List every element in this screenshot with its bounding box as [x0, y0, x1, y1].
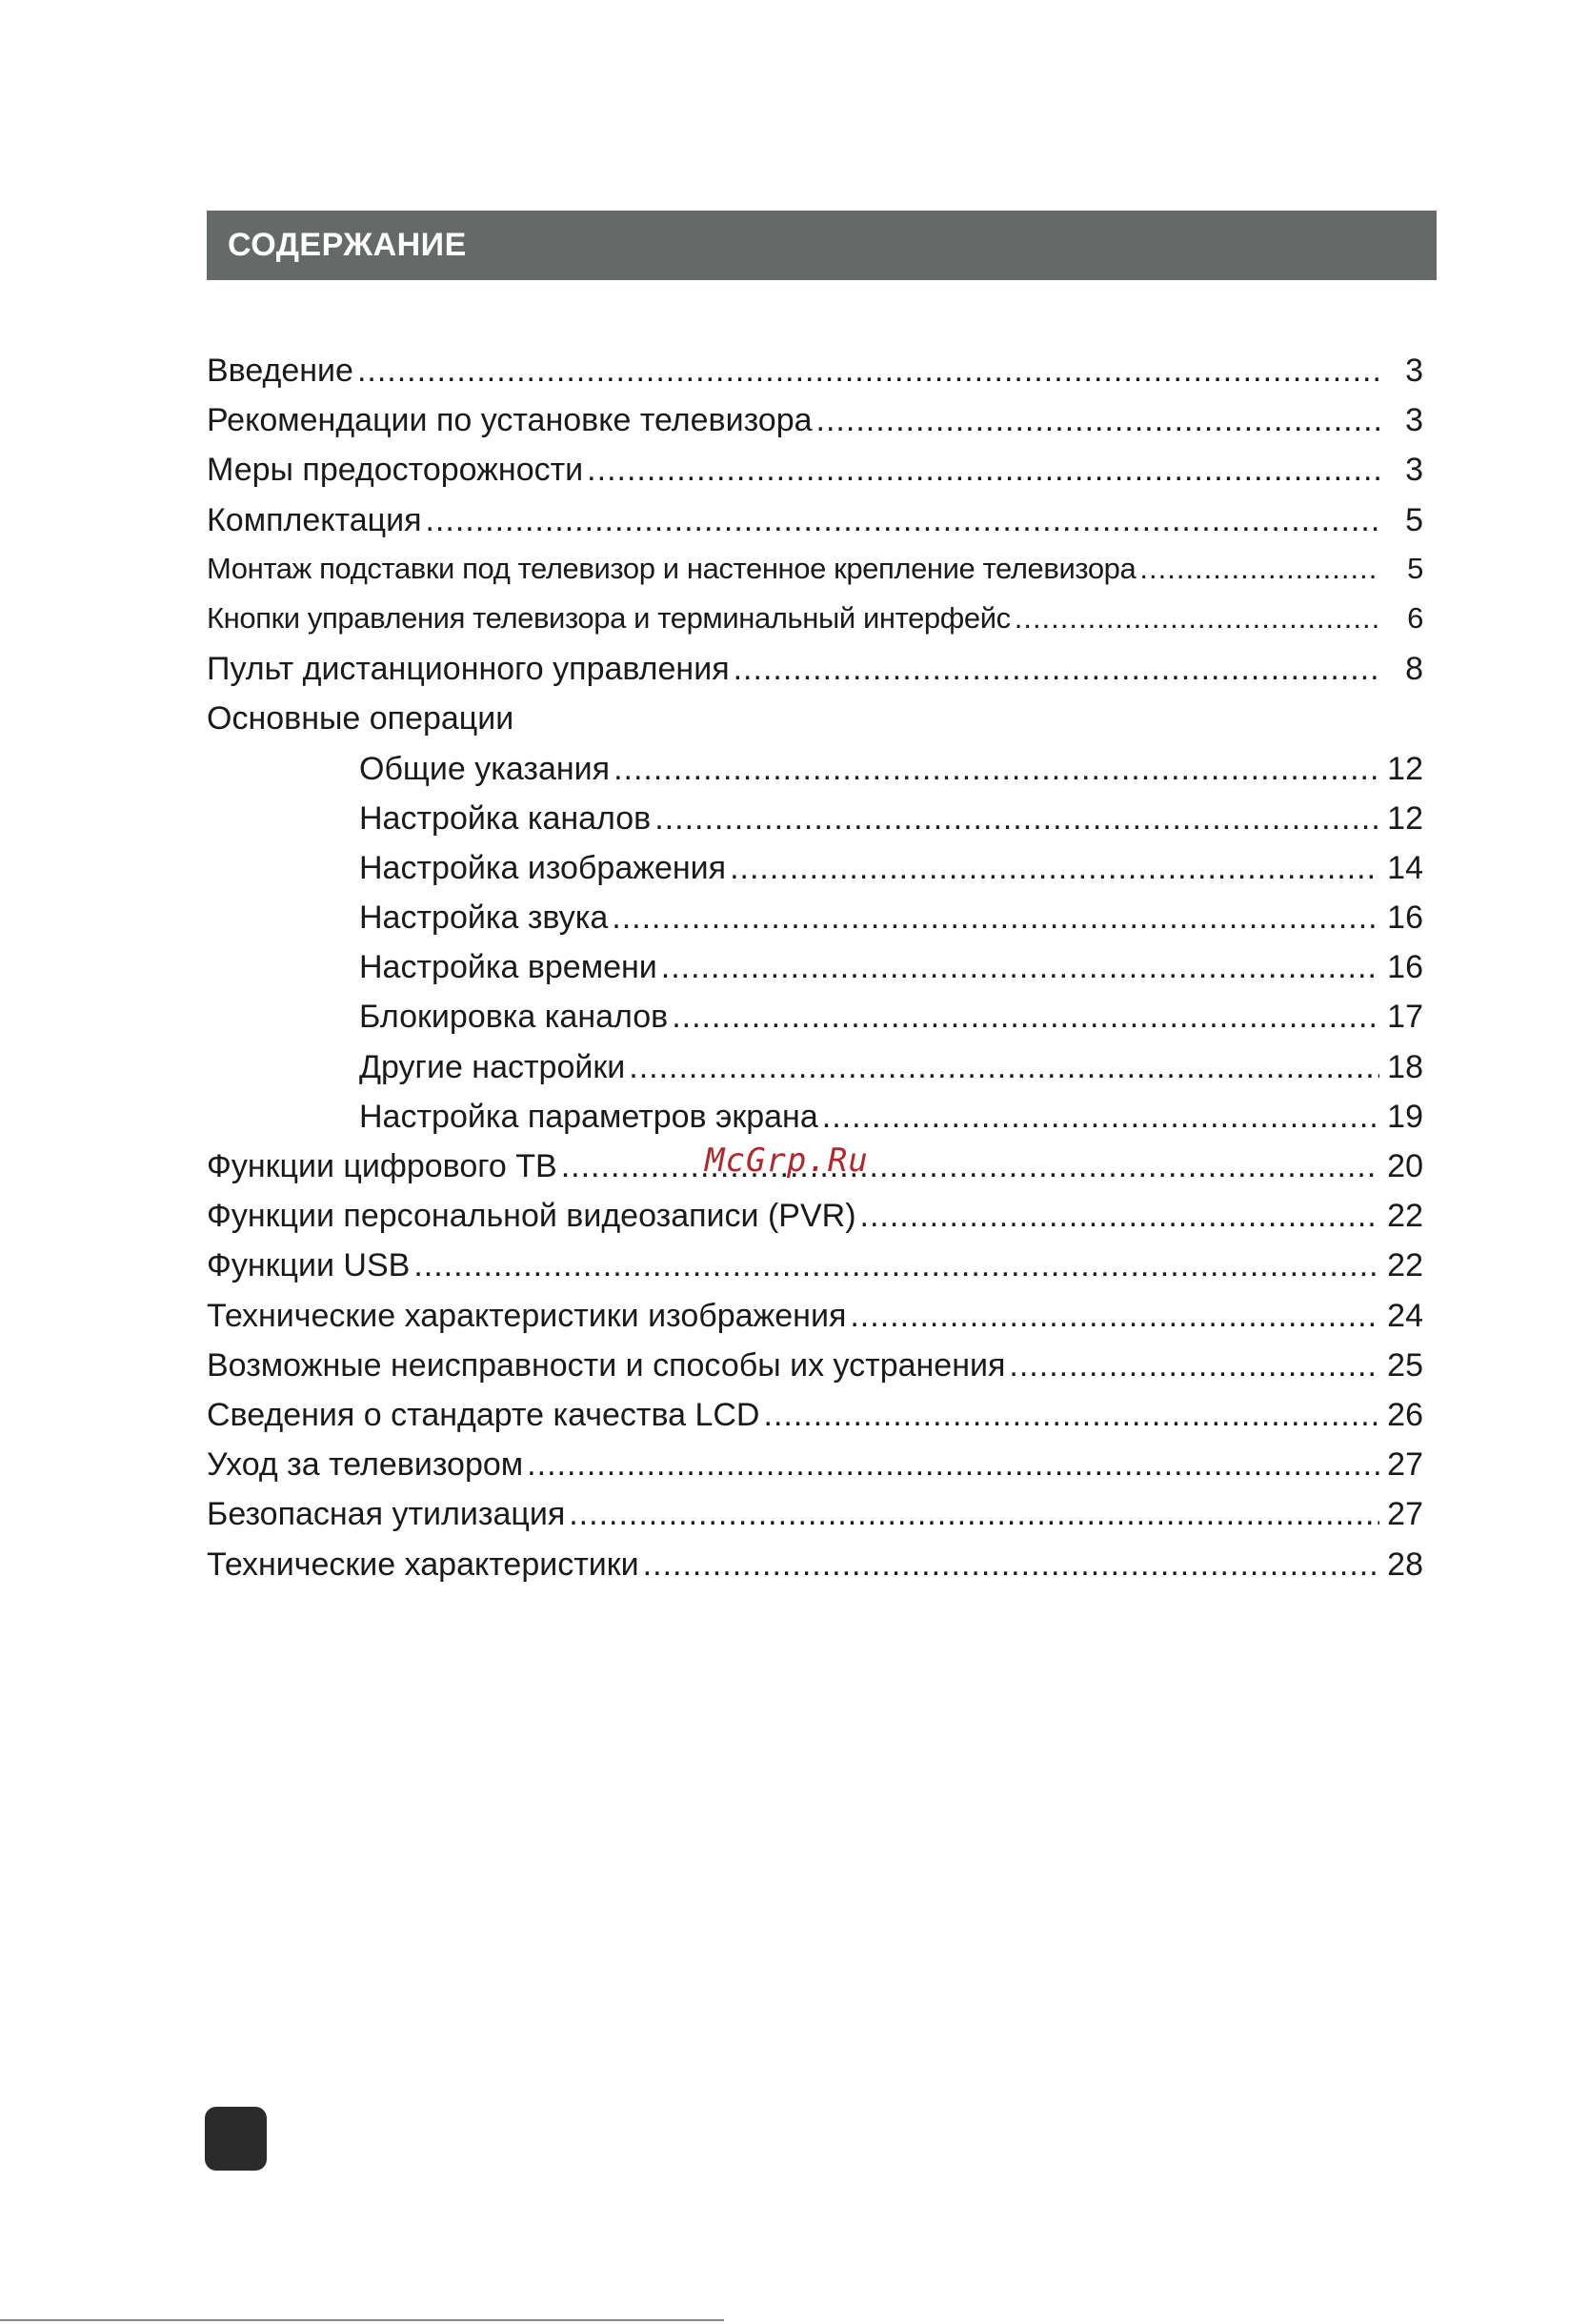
toc-entry[interactable] — [207, 899, 1423, 949]
toc-entry-title: Введение — [207, 353, 353, 389]
toc-entry-title: Функции персональной видеозаписи (PVR) — [207, 1198, 856, 1235]
toc-entry-title: Технические характеристики — [207, 1546, 639, 1583]
toc-entry-page-number: 22 — [1387, 1247, 1423, 1284]
toc-entry-page-number: 27 — [1387, 1446, 1423, 1484]
section-header-bar — [207, 211, 1437, 280]
toc-entry[interactable] — [207, 1198, 1423, 1247]
toc-entry[interactable] — [207, 1347, 1423, 1397]
toc-entry-page-number: 26 — [1387, 1396, 1423, 1433]
page-title: СОДЕРЖАНИЕ — [228, 227, 467, 263]
toc-entry[interactable] — [207, 353, 1423, 402]
toc-entry[interactable] — [207, 700, 1423, 750]
toc-dot-leader — [561, 1148, 1379, 1185]
toc-entry-page-number: 18 — [1387, 1048, 1423, 1085]
toc-entry[interactable] — [207, 999, 1423, 1048]
toc-dot-leader — [730, 850, 1379, 887]
toc-dot-leader — [1015, 601, 1379, 636]
toc-dot-leader — [661, 949, 1379, 986]
toc-entry-title: Уход за телевизором — [207, 1446, 524, 1484]
toc-dot-leader — [527, 1446, 1379, 1484]
toc-entry-page-number: 20 — [1387, 1148, 1423, 1184]
toc-entry-title: Настройка изображения — [359, 849, 727, 886]
toc-entry[interactable] — [207, 651, 1423, 700]
bottom-rule — [0, 2319, 724, 2321]
toc-entry[interactable] — [207, 949, 1423, 999]
toc-entry-title: Безопасная утилизация — [207, 1496, 566, 1533]
toc-entry[interactable] — [207, 502, 1423, 552]
toc-dot-leader — [1139, 552, 1379, 586]
toc-entry-page-number: 19 — [1387, 1098, 1423, 1135]
toc-dot-leader — [587, 452, 1379, 489]
toc-entry[interactable] — [207, 850, 1423, 899]
toc-entry[interactable] — [207, 402, 1423, 452]
toc-dot-leader — [734, 651, 1379, 688]
toc-entry-title: Возможные неисправности и способы их устранения — [207, 1346, 1006, 1384]
toc-entry-title: Настройка звука — [359, 899, 609, 937]
toc-entry-title: Основные операции — [207, 700, 514, 738]
toc-dot-leader — [413, 1247, 1379, 1284]
toc-dot-leader — [822, 1099, 1379, 1136]
toc-entry[interactable] — [207, 601, 1423, 651]
toc-dot-leader — [643, 1546, 1379, 1584]
table-of-contents — [207, 353, 1423, 1596]
toc-entry-title: Рекомендации по установке телевизора — [207, 402, 813, 439]
toc-entry-title: Монтаж подставки под телевизор и настенное крепление телевизора — [207, 551, 1136, 585]
toc-entry-page-number: 16 — [1387, 899, 1423, 937]
toc-dot-leader — [764, 1397, 1380, 1434]
toc-entry-title: Функции USB — [207, 1247, 411, 1284]
toc-entry[interactable] — [207, 552, 1423, 601]
toc-entry-title: Настройка каналов — [359, 799, 652, 837]
toc-entry-title: Настройка времени — [359, 949, 657, 986]
toc-entry-page-number: 5 — [1407, 551, 1423, 585]
toc-entry-title: Настройка параметров экрана — [359, 1098, 818, 1135]
watermark: McGrp.Ru — [705, 1142, 869, 1180]
toc-entry-page-number: 3 — [1405, 402, 1423, 439]
toc-entry-page-number: 25 — [1387, 1346, 1423, 1384]
toc-entry[interactable] — [207, 452, 1423, 501]
toc-entry-page-number: 14 — [1387, 849, 1423, 886]
toc-dot-leader — [816, 402, 1379, 439]
toc-dot-leader — [357, 353, 1379, 390]
toc-entry-page-number: 6 — [1407, 600, 1423, 635]
toc-entry-title: Общие указания — [359, 750, 611, 787]
toc-entry-title: Меры предосторожности — [207, 452, 584, 489]
toc-dot-leader — [860, 1198, 1379, 1235]
toc-entry-page-number: 5 — [1405, 501, 1423, 538]
toc-dot-leader — [629, 1049, 1379, 1086]
toc-entry-page-number: 12 — [1387, 750, 1423, 787]
toc-dot-leader — [850, 1298, 1379, 1335]
toc-entry[interactable] — [207, 1247, 1423, 1297]
toc-dot-leader — [569, 1496, 1379, 1533]
toc-dot-leader — [672, 999, 1379, 1036]
toc-entry[interactable] — [207, 1049, 1423, 1099]
page-tab-marker — [205, 2107, 267, 2171]
toc-entry[interactable] — [207, 1496, 1423, 1546]
toc-entry-page-number: 28 — [1387, 1546, 1423, 1583]
toc-entry-page-number: 12 — [1387, 799, 1423, 837]
toc-entry[interactable] — [207, 1546, 1423, 1596]
toc-entry[interactable] — [207, 1298, 1423, 1347]
toc-entry-title: Другие настройки — [359, 1048, 626, 1085]
toc-entry[interactable] — [207, 751, 1423, 800]
toc-dot-leader — [654, 800, 1379, 838]
toc-entry[interactable] — [207, 1446, 1423, 1496]
toc-entry-title: Кнопки управления телевизора и терминальный интерфейс — [207, 600, 1011, 635]
toc-entry-title: Пульт дистанционного управления — [207, 651, 730, 688]
toc-dot-leader — [613, 751, 1379, 788]
toc-entry-title: Технические характеристики изображения — [207, 1297, 847, 1334]
toc-entry-page-number: 8 — [1405, 651, 1423, 688]
toc-entry-title: Сведения о стандарте качества LCD — [207, 1396, 760, 1433]
toc-entry-page-number: 27 — [1387, 1496, 1423, 1533]
toc-dot-leader — [425, 502, 1379, 539]
toc-entry[interactable] — [207, 1397, 1423, 1446]
toc-entry-page-number: 22 — [1387, 1198, 1423, 1235]
toc-dot-leader — [612, 899, 1379, 937]
toc-entry-page-number: 3 — [1405, 452, 1423, 489]
toc-entry-page-number: 16 — [1387, 949, 1423, 986]
toc-entry-title: Блокировка каналов — [359, 999, 669, 1036]
toc-entry[interactable] — [207, 800, 1423, 850]
toc-entry-title: Комплектация — [207, 501, 422, 538]
toc-dot-leader — [1009, 1347, 1379, 1384]
toc-entry-page-number: 24 — [1387, 1297, 1423, 1334]
toc-entry-page-number: 17 — [1387, 999, 1423, 1036]
toc-entry-title: Функции цифрового ТВ — [207, 1148, 557, 1184]
toc-entry-page-number: 3 — [1405, 353, 1423, 389]
